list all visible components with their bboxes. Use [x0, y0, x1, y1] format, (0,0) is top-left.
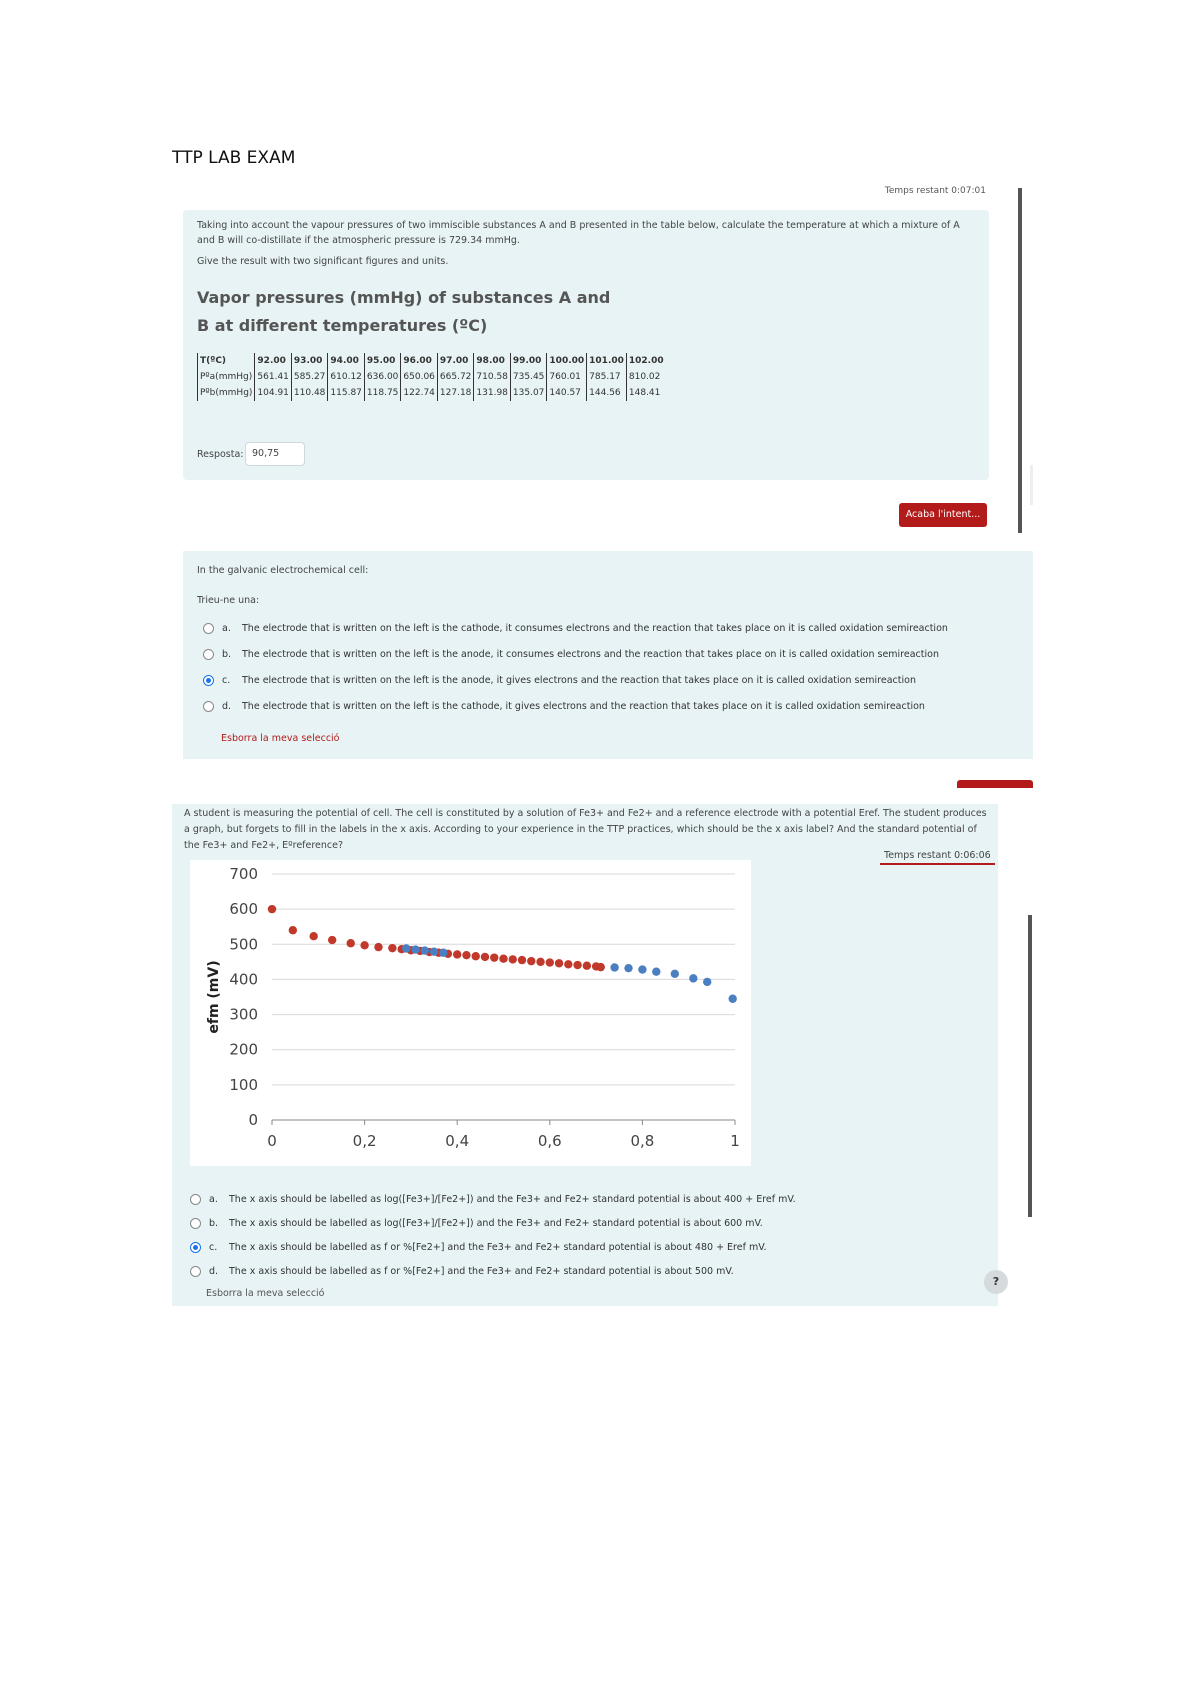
table-cell: 585.27 — [291, 369, 328, 385]
table-cell: 92.00 — [255, 353, 292, 369]
data-point — [583, 962, 591, 970]
x-tick-label: 0,2 — [352, 1132, 377, 1150]
answer-label: Resposta: — [197, 449, 244, 460]
table-cell: 95.00 — [364, 353, 401, 369]
data-point — [703, 978, 711, 986]
table-cell: 144.56 — [587, 385, 627, 401]
table-cell: Pºa(mmHg) — [198, 369, 255, 385]
data-point — [328, 936, 336, 944]
table-cell: 148.41 — [626, 385, 665, 401]
data-point — [689, 974, 697, 982]
data-point — [555, 959, 563, 967]
data-point — [564, 960, 572, 968]
efm-scatter-chart — [190, 860, 751, 1166]
option-letter: a. — [209, 1194, 218, 1205]
data-point — [597, 963, 605, 971]
table-cell: 102.00 — [626, 353, 665, 369]
table-cell: 127.18 — [437, 385, 474, 401]
table-cell: 785.17 — [587, 369, 627, 385]
question-3-text: A student is measuring the potential of cell. The cell is constituted by a solution of Fe3+ and Fe2+ and a reference electrode with a potential Eref. The student produces a graph, but forgets to fill in the labels in the x axis. According to your experience in the TTP practices, which should be the x axis label? And the standard potential of the Fe3+ and Fe2+, Eºreference? — [184, 808, 987, 851]
timer-question-3: Temps restant 0:06:06 — [880, 850, 995, 865]
scrollbar-thumb-2[interactable] — [1028, 915, 1032, 1217]
x-tick-label: 0,6 — [537, 1132, 562, 1150]
table-row — [198, 369, 666, 385]
answer-option[interactable] — [190, 1218, 763, 1229]
y-tick-label: 100 — [229, 1075, 258, 1094]
y-tick-label: 300 — [229, 1005, 258, 1024]
option-letter: c. — [209, 1242, 218, 1253]
table-cell: 636.00 — [364, 369, 401, 385]
radio-button[interactable] — [203, 675, 214, 686]
table-cell: 101.00 — [587, 353, 627, 369]
answer-option[interactable] — [203, 701, 925, 712]
option-letter: c. — [222, 675, 231, 686]
radio-button[interactable] — [203, 701, 214, 712]
question-1-box — [183, 210, 989, 480]
data-point — [439, 949, 447, 957]
answer-input[interactable]: 90,75 — [245, 442, 305, 466]
document-title: TTP LAB EXAM — [172, 148, 296, 168]
chart-container — [190, 860, 751, 1166]
option-letter: a. — [222, 623, 231, 634]
data-point — [430, 947, 438, 955]
data-point — [347, 939, 355, 947]
answer-option[interactable] — [203, 675, 916, 686]
clear-selection-link-2[interactable]: Esborra la meva selecció — [206, 1288, 325, 1299]
table-cell: 100.00 — [547, 353, 587, 369]
table-cell: 710.58 — [474, 369, 511, 385]
y-tick-label: 0 — [248, 1111, 258, 1129]
nav-tab[interactable] — [957, 780, 1033, 788]
table-row — [198, 385, 666, 401]
y-tick-label: 500 — [229, 935, 258, 954]
table-cell: 104.91 — [255, 385, 292, 401]
timer-question-1: Temps restant 0:07:01 — [884, 186, 986, 196]
option-text: The x axis should be labelled as log([Fe3+]/[Fe2+]) and the Fe3+ and Fe2+ standard potential is about 600 mV. — [229, 1218, 763, 1229]
x-tick-label: 1 — [730, 1132, 740, 1150]
table-cell: 810.02 — [626, 369, 665, 385]
y-tick-label: 700 — [229, 865, 258, 883]
option-text: The x axis should be labelled as log([Fe3+]/[Fe2+]) and the Fe3+ and Fe2+ standard potential is about 400 + Eref mV. — [229, 1194, 796, 1205]
radio-button[interactable] — [190, 1266, 201, 1277]
data-point — [268, 905, 276, 913]
table-cell: 735.45 — [510, 369, 547, 385]
data-point — [671, 970, 679, 978]
table-cell: 650.06 — [401, 369, 438, 385]
data-point — [527, 957, 535, 965]
table-cell: 99.00 — [510, 353, 547, 369]
data-point — [421, 946, 429, 954]
question-3-box — [172, 804, 998, 1306]
option-text: The x axis should be labelled as f or %[Fe2+] and the Fe3+ and Fe2+ standard potential is about 500 mV. — [229, 1266, 734, 1277]
data-point — [509, 955, 517, 963]
x-tick-label: 0,4 — [445, 1132, 470, 1150]
table-cell: 115.87 — [328, 385, 365, 401]
option-text: The electrode that is written on the left is the anode, it consumes electrons and the reaction that takes place on it is called oxidation semireaction — [242, 649, 939, 660]
scrollbar-track — [1030, 465, 1033, 505]
table-cell: 561.41 — [255, 369, 292, 385]
question-2-prompt: Trieu-ne una: — [197, 595, 260, 606]
data-point — [573, 961, 581, 969]
table-cell: 135.07 — [510, 385, 547, 401]
data-point — [472, 952, 480, 960]
table-cell: 110.48 — [291, 385, 328, 401]
data-point — [536, 958, 544, 966]
option-letter: d. — [209, 1266, 219, 1277]
table-cell: 760.01 — [547, 369, 587, 385]
vapor-table-title: Vapor pressures (mmHg) of substances A and B at different temperatures (ºC) — [197, 288, 611, 335]
y-tick-label: 400 — [229, 970, 258, 989]
data-point — [728, 995, 736, 1003]
table-cell: 140.57 — [547, 385, 587, 401]
option-text: The electrode that is written on the left is the cathode, it gives electrons and the reaction that takes place on it is called oxidation semireaction — [242, 701, 925, 712]
radio-button[interactable] — [190, 1218, 201, 1229]
data-point — [652, 967, 660, 975]
option-text: The x axis should be labelled as f or %[Fe2+] and the Fe3+ and Fe2+ standard potential is about 480 + Eref mV. — [229, 1242, 767, 1253]
x-tick-label: 0,8 — [630, 1132, 655, 1150]
table-cell: 93.00 — [291, 353, 328, 369]
table-cell: 122.74 — [401, 385, 438, 401]
data-point — [499, 954, 507, 962]
vapor-pressure-table — [197, 353, 666, 401]
table-row — [198, 353, 666, 369]
table-cell: 118.75 — [364, 385, 401, 401]
question-2-text: In the galvanic electrochemical cell: — [197, 565, 369, 576]
x-tick-label: 0 — [267, 1132, 277, 1150]
table-cell: 98.00 — [474, 353, 511, 369]
data-point — [453, 950, 461, 958]
answer-option[interactable] — [190, 1242, 767, 1253]
table-cell: 96.00 — [401, 353, 438, 369]
data-point — [309, 932, 317, 940]
data-point — [546, 958, 554, 966]
data-point — [411, 945, 419, 953]
y-tick-label: 200 — [229, 1040, 258, 1059]
radio-button[interactable] — [203, 649, 214, 660]
data-point — [360, 941, 368, 949]
data-point — [518, 956, 526, 964]
table-cell: 94.00 — [328, 353, 365, 369]
option-text: The electrode that is written on the left is the cathode, it consumes electrons and the reaction that takes place on it is called oxidation semireaction — [242, 623, 948, 634]
option-letter: b. — [209, 1218, 219, 1229]
radio-button[interactable] — [190, 1242, 201, 1253]
question-1-instruction: Give the result with two significant figures and units. — [197, 256, 449, 267]
answer-option[interactable] — [203, 623, 948, 634]
data-point — [462, 951, 470, 959]
question-1-text: Taking into account the vapour pressures of two immiscible substances A and B presented in the table below, calculate the temperature at which a mixture of A and B will co-distillate if the atmospheric pressure is 729.34 mmHg. — [197, 220, 960, 246]
table-cell: 131.98 — [474, 385, 511, 401]
data-point — [289, 926, 297, 934]
option-text: The electrode that is written on the left is the anode, it gives electrons and the reaction that takes place on it is called oxidation semireaction — [242, 675, 916, 686]
table-cell: T(ºC) — [198, 353, 255, 369]
answer-option[interactable] — [190, 1266, 734, 1277]
table-cell: 665.72 — [437, 369, 474, 385]
option-letter: d. — [222, 701, 232, 712]
y-axis-label: efm (mV) — [206, 960, 222, 1034]
table-cell: 97.00 — [437, 353, 474, 369]
radio-button[interactable] — [190, 1194, 201, 1205]
data-point — [490, 953, 498, 961]
help-button[interactable]: ? — [984, 1270, 1008, 1294]
data-point — [481, 953, 489, 961]
question-2-box — [183, 551, 1033, 759]
option-letter: b. — [222, 649, 232, 660]
answer-option[interactable] — [190, 1194, 796, 1205]
data-point — [610, 963, 618, 971]
data-point — [402, 944, 410, 952]
table-cell: Pºb(mmHg) — [198, 385, 255, 401]
data-point — [374, 943, 382, 951]
table-cell: 610.12 — [328, 369, 365, 385]
data-point — [638, 965, 646, 973]
data-point — [624, 964, 632, 972]
y-tick-label: 600 — [229, 900, 258, 919]
scrollbar-thumb[interactable] — [1018, 188, 1022, 533]
data-point — [388, 944, 396, 952]
clear-selection-link[interactable]: Esborra la meva selecció — [221, 733, 340, 744]
answer-option[interactable] — [203, 649, 939, 660]
finish-attempt-button[interactable]: Acaba l'intent... — [899, 503, 987, 527]
radio-button[interactable] — [203, 623, 214, 634]
